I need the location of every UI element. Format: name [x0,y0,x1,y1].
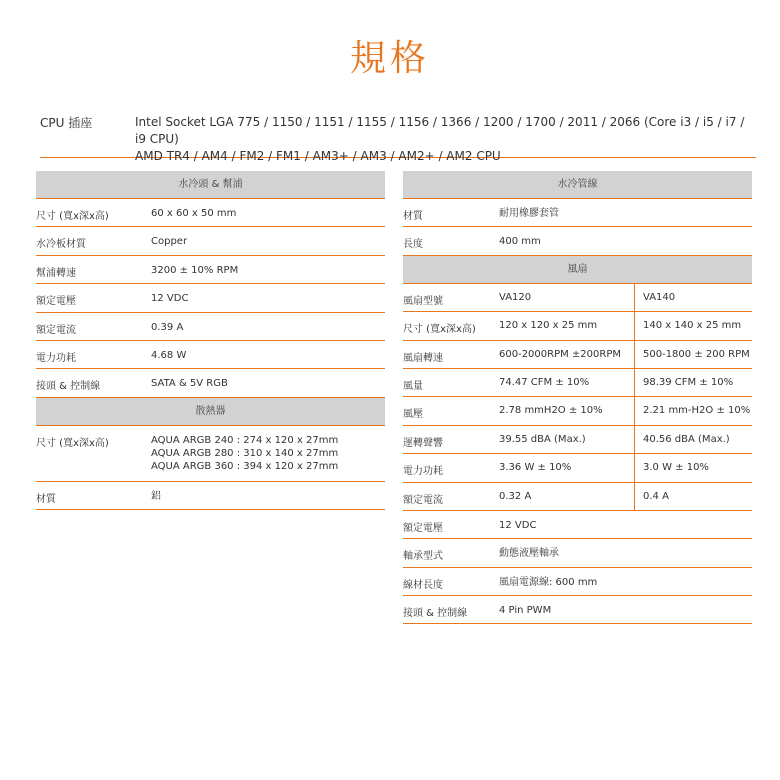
spec-row [36,313,385,341]
spec-value-va120: VA120 [499,291,532,303]
spec-value: 12 VDC [499,519,537,531]
radiator-section-heading: 散熱器 [36,398,385,426]
spec-label: 長度 [403,239,423,251]
tubing-section-heading: 水冷管線 [403,171,752,199]
spec-row [403,483,752,511]
column-divider [634,369,635,397]
spec-label: 風扇型號 [403,295,443,307]
spec-label: 材質 [36,493,56,505]
column-divider [634,341,635,369]
spec-row [403,397,752,425]
spec-label: 接頭 & 控制線 [403,608,468,620]
pump-section-heading: 水冷頭 & 幫浦 [36,171,385,199]
cpu-socket-value [135,114,755,165]
spec-value: 4.68 W [151,349,187,361]
spec-label: 額定電壓 [403,522,443,534]
spec-label: 線材長度 [403,579,443,591]
spec-value-va120: 3.36 W ± 10% [499,462,572,474]
radiator-size-280: AQUA ARGB 280 : 310 x 140 x 27mm [151,447,339,459]
spec-value: 鋁 [151,490,161,502]
spec-row [403,369,752,397]
radiator-size-240: AQUA ARGB 240 : 274 x 120 x 27mm [151,434,339,446]
right-spec-column [403,171,752,624]
spec-row [36,199,385,227]
spec-value: 60 x 60 x 50 mm [151,208,237,219]
spec-label: 水冷板材質 [36,239,86,251]
spec-label: 運轉聲響 [403,437,443,449]
spec-value: 3200 ± 10% RPM [151,264,239,276]
spec-value: SATA & 5V RGB [151,378,228,390]
spec-value-va140: 98.39 CFM ± 10% [643,376,734,388]
spec-value: 4 Pin PWM [499,605,552,617]
spec-label: 風量 [403,380,423,392]
spec-value: Copper [151,236,188,248]
spec-value-va120: 600-2000RPM ±200RPM [499,348,622,360]
spec-label: 電力功耗 [403,466,443,478]
spec-label: 材質 [403,211,423,222]
spec-label: 接頭 & 控制線 [36,381,101,393]
spec-row [36,256,385,284]
spec-label: 額定電壓 [36,296,76,308]
spec-row [36,341,385,369]
cpu-socket-row [40,110,756,163]
spec-row [403,511,752,539]
spec-row [36,482,385,510]
spec-value: 0.39 A [151,321,184,333]
spec-label: 風壓 [403,409,423,421]
spec-value-va120: 120 x 120 x 25 mm [499,320,598,332]
column-divider [634,284,635,312]
column-divider [634,397,635,425]
cpu-socket-intel: Intel Socket LGA 775 / 1150 / 1151 / 1155 / 1156 / 1366 / 1200 / 1700 / 2011 / 2066 (Core i3 / i5 / i7 / i9 CPU) [135,115,745,146]
spec-value: 動態液壓軸承 [499,548,559,560]
spec-value-va120: 74.47 CFM ± 10% [499,376,590,388]
radiator-size-360: AQUA ARGB 360 : 394 x 120 x 27mm [151,460,339,472]
spec-label: 幫浦轉速 [36,267,76,279]
spec-value-va140: 40.56 dBA (Max.) [643,433,730,445]
spec-value-va120: 2.78 mmH2O ± 10% [499,405,603,417]
spec-value-va140: 3.0 W ± 10% [643,462,709,474]
spec-label: 風扇轉速 [403,352,443,364]
spec-row [403,426,752,454]
column-divider [634,483,635,511]
column-divider [634,312,635,340]
spec-label: 額定電流 [36,324,76,336]
spec-value: 風扇電源線: 600 mm [499,576,598,588]
spec-value-va140: 500-1800 ± 200 RPM [643,348,750,360]
spec-row [36,369,385,397]
spec-row [403,341,752,369]
cpu-socket-amd: AMD TR4 / AM4 / FM2 / FM1 / AM3+ / AM3 / AM2+ / AM2 CPU [135,149,501,163]
spec-value-va120: 0.32 A [499,490,532,502]
column-divider [634,426,635,454]
spec-label: 尺寸 (寬x深x高) [36,211,109,222]
spec-value-va140: VA140 [643,291,676,303]
spec-row [403,454,752,482]
spec-label: 尺寸 (寬x深x高) [403,324,476,336]
spec-value: 12 VDC [151,293,189,305]
left-spec-column [36,171,385,510]
spec-label: 尺寸 (寬x深x高) [36,437,109,449]
spec-row [36,227,385,255]
spec-value-va140: 0.4 A [643,490,669,502]
spec-row [403,568,752,596]
spec-value: 400 mm [499,236,541,248]
cpu-socket-label: CPU 插座 [40,116,93,130]
spec-row [403,199,752,227]
spec-value: 耐用橡膠套管 [499,208,559,219]
spec-value-va140: 140 x 140 x 25 mm [643,320,742,332]
fan-section-heading: 風扇 [403,256,752,284]
spec-value-va120: 39.55 dBA (Max.) [499,433,586,445]
spec-value-va140: 2.21 mm-H2O ± 10% [643,405,751,417]
spec-row [403,227,752,255]
spec-row [403,596,752,624]
spec-row [403,312,752,340]
spec-row [36,426,385,482]
spec-row [403,539,752,567]
spec-label: 額定電流 [403,494,443,506]
spec-label: 軸承型式 [403,551,443,563]
spec-row [403,284,752,312]
spec-row [36,284,385,312]
page-title: 規格 [349,38,430,79]
column-divider [634,454,635,482]
spec-value [151,434,338,473]
spec-label: 電力功耗 [36,352,76,364]
